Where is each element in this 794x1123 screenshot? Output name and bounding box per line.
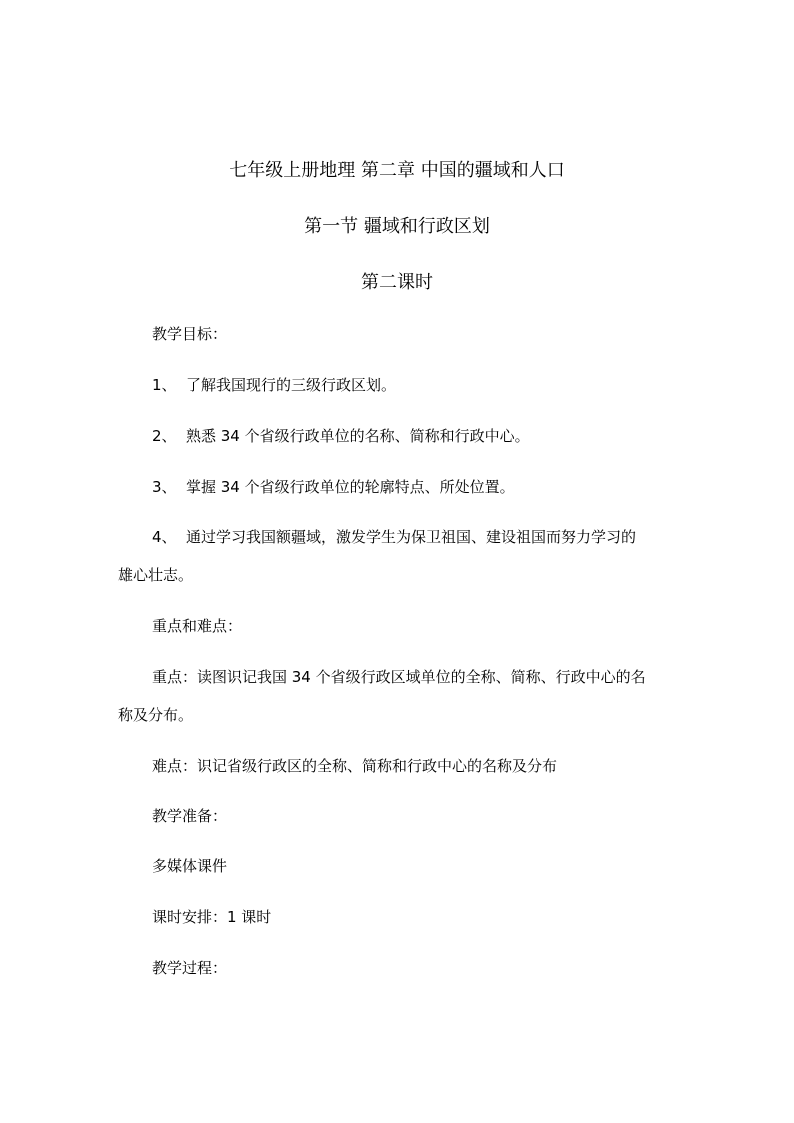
goal-number: 4、 — [152, 528, 177, 546]
document-title: 七年级上册地理 第二章 中国的疆域和人口 — [229, 160, 565, 181]
goal-text: 了解我国现行的三级行政区划。 — [186, 376, 397, 394]
goal-number: 3、 — [152, 478, 177, 496]
goal-item — [152, 480, 515, 495]
goals-heading: 教学目标： — [152, 325, 228, 343]
key-point-continuation: 称及分布。 — [118, 706, 194, 724]
process-heading: 教学过程： — [152, 959, 228, 977]
goal-text: 熟悉 34 个省级行政单位的名称、简称和行政中心。 — [186, 427, 530, 445]
prep-text: 多媒体课件 — [152, 857, 228, 875]
key-heading: 重点和难点： — [152, 617, 243, 635]
section-title: 第一节 疆域和行政区划 — [304, 216, 490, 237]
key-point-line: 重点：读图识记我国 34 个省级行政区域单位的全称、简称、行政中心的名 — [152, 668, 646, 686]
goal-item — [152, 429, 530, 444]
goal-text: 掌握 34 个省级行政单位的轮廓特点、所处位置。 — [186, 478, 515, 496]
goal-text: 通过学习我国额疆域，激发学生为保卫祖国、建设祖国而努力学习的 — [186, 528, 637, 546]
difficulty-line: 难点：识记省级行政区的全称、简称和行政中心的名称及分布 — [152, 757, 558, 775]
prep-heading: 教学准备： — [152, 807, 228, 825]
lesson-title: 第二课时 — [361, 272, 433, 293]
goal-number: 1、 — [152, 376, 177, 394]
goal-number: 2、 — [152, 427, 177, 445]
schedule-line: 课时安排：1 课时 — [152, 908, 272, 926]
goal-item — [152, 378, 396, 393]
goal-continuation: 雄心壮志。 — [118, 566, 194, 584]
goal-item — [152, 530, 636, 545]
